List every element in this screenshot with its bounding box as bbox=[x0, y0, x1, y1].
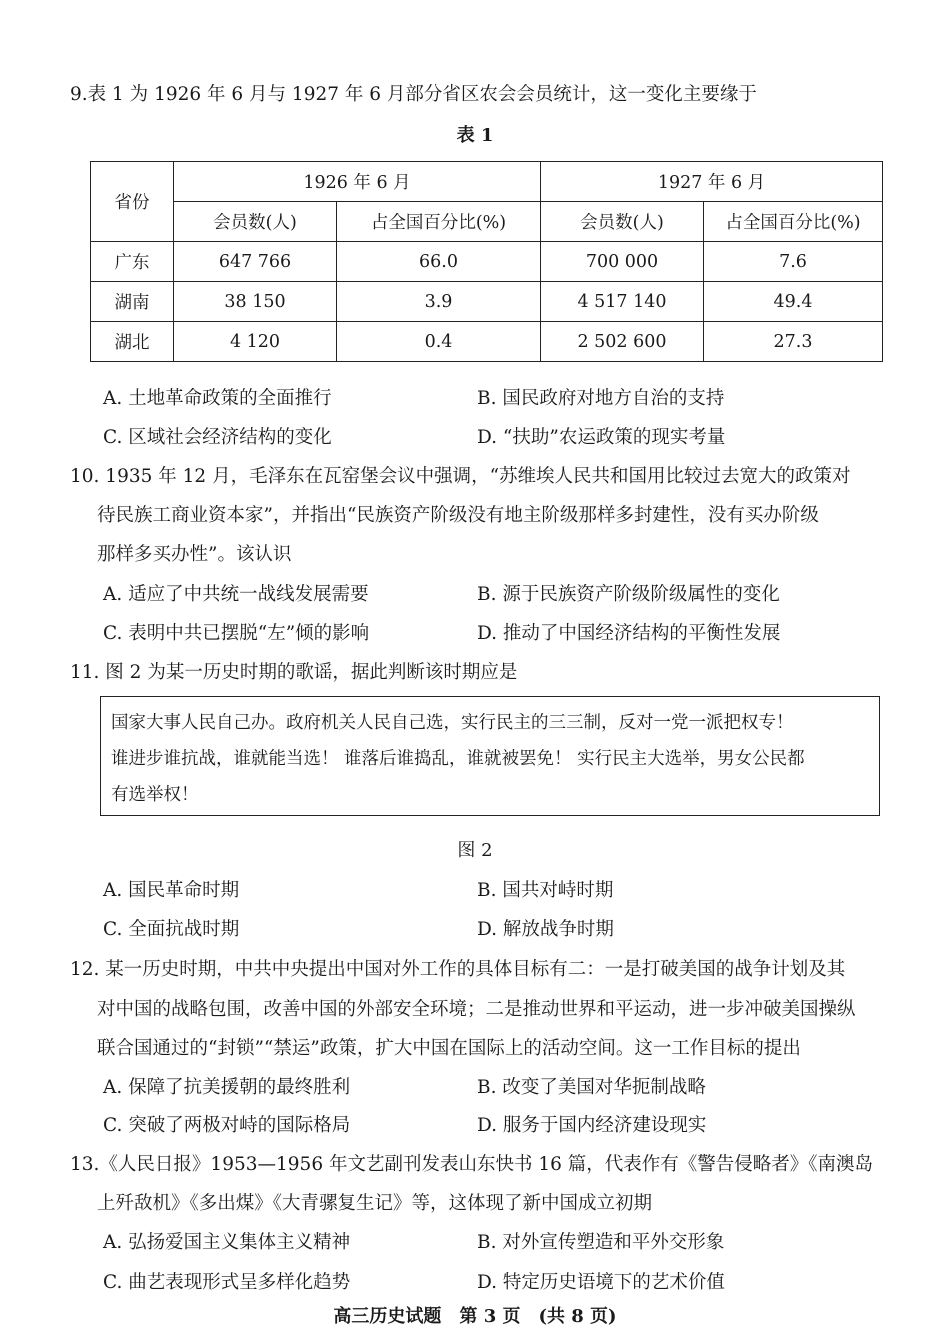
member-statistics-table bbox=[90, 161, 883, 362]
q10-stem-line-3: 那样多买办性”。该认识 bbox=[97, 544, 292, 565]
folk-song-line-2: 谁进步谁抗战，谁就能当选！ 谁落后谁捣乱，谁就被罢免！ 实行民主大选举，男女公民都 bbox=[111, 749, 805, 769]
year-1927-header: 1927 年 6 月 bbox=[541, 162, 883, 202]
q9-option-b: B. 国民政府对地方自治的支持 bbox=[477, 388, 725, 409]
q10-option-a: A. 适应了中共统一战线发展需要 bbox=[103, 584, 369, 605]
table-row bbox=[91, 322, 883, 362]
figure-caption: 图 2 bbox=[457, 840, 493, 861]
province-cell: 湖南 bbox=[91, 282, 174, 322]
q12-stem-line-3: 联合国通过的“封锁”“禁运”政策，扩大中国在国际上的活动空间。这一工作目标的提出 bbox=[97, 1038, 801, 1059]
q12-option-d: D. 服务于国内经济建设现实 bbox=[477, 1115, 707, 1136]
percent-1926-cell: 3.9 bbox=[337, 282, 541, 322]
q9-stem: 9.表 1 为 1926 年 6 月与 1927 年 6 月部分省区农会会员统计，这一变化主要缘于 bbox=[70, 84, 757, 105]
folk-song-box bbox=[100, 696, 880, 816]
q9-option-a: A. 土地革命政策的全面推行 bbox=[103, 388, 332, 409]
percent-1926-cell: 0.4 bbox=[337, 322, 541, 362]
q10-stem-line-1: 10. 1935 年 12 月，毛泽东在瓦窑堡会议中强调，“苏维埃人民共和国用比较过去宽大的政策对 bbox=[70, 466, 851, 487]
q13-stem-line-1: 13.《人民日报》1953—1956 年文艺副刊发表山东快书 16 篇，代表作有《警告侵略者》《南澳岛 bbox=[70, 1154, 874, 1175]
q11-option-d: D. 解放战争时期 bbox=[477, 919, 614, 940]
table-caption: 表 1 bbox=[456, 125, 494, 146]
members-1927-cell: 700 000 bbox=[541, 242, 704, 282]
members-1927-cell: 4 517 140 bbox=[541, 282, 704, 322]
q12-option-a: A. 保障了抗美援朝的最终胜利 bbox=[103, 1077, 351, 1098]
q13-option-a: A. 弘扬爱国主义集体主义精神 bbox=[103, 1232, 351, 1253]
members-1927-cell: 2 502 600 bbox=[541, 322, 704, 362]
table-row bbox=[91, 282, 883, 322]
q9-option-d: D. “扶助”农运政策的现实考量 bbox=[477, 427, 726, 448]
q11-option-b: B. 国共对峙时期 bbox=[477, 880, 614, 901]
percent-1927-cell: 7.6 bbox=[704, 242, 883, 282]
q12-stem-line-2: 对中国的战略包围，改善中国的外部安全环境；二是推动世界和平运动，进一步冲破美国操纵 bbox=[97, 999, 856, 1020]
members-1926-cell: 38 150 bbox=[174, 282, 337, 322]
q10-stem-line-2: 待民族工商业资本家”，并指出“民族资产阶级没有地主阶级那样多封建性，没有买办阶级 bbox=[97, 505, 819, 526]
q13-option-c: C. 曲艺表现形式呈多样化趋势 bbox=[103, 1272, 351, 1293]
q13-option-d: D. 特定历史语境下的艺术价值 bbox=[477, 1272, 725, 1293]
province-cell: 湖北 bbox=[91, 322, 174, 362]
percent-header-1927: 占全国百分比(%) bbox=[704, 202, 883, 242]
q10-option-d: D. 推动了中国经济结构的平衡性发展 bbox=[477, 623, 781, 644]
q9-option-c: C. 区域社会经济结构的变化 bbox=[103, 427, 332, 448]
q12-stem-line-1: 12. 某一历史时期，中共中央提出中国对外工作的具体目标有二：一是打破美国的战争计划及其 bbox=[70, 959, 846, 980]
q13-option-b: B. 对外宣传塑造和平外交形象 bbox=[477, 1232, 725, 1253]
percent-1927-cell: 27.3 bbox=[704, 322, 883, 362]
percent-header-1926: 占全国百分比(%) bbox=[337, 202, 541, 242]
members-1926-cell: 647 766 bbox=[174, 242, 337, 282]
province-header: 省份 bbox=[91, 162, 174, 242]
q10-option-c: C. 表明中共已摆脱“左”倾的影响 bbox=[103, 623, 370, 644]
province-cell: 广东 bbox=[91, 242, 174, 282]
members-header-1926: 会员数(人) bbox=[174, 202, 337, 242]
members-header-1927: 会员数(人) bbox=[541, 202, 704, 242]
q13-stem-line-2: 上歼敌机》《多出煤》《大青骡复生记》等，这体现了新中国成立初期 bbox=[97, 1193, 653, 1214]
q12-option-b: B. 改变了美国对华扼制战略 bbox=[477, 1077, 706, 1098]
q11-stem: 11. 图 2 为某一历史时期的歌谣，据此判断该时期应是 bbox=[70, 662, 518, 683]
folk-song-line-3: 有选举权！ bbox=[111, 785, 199, 805]
q12-option-c: C. 突破了两极对峙的国际格局 bbox=[103, 1115, 351, 1136]
page-footer: 高三历史试题 第 3 页 (共 8 页) bbox=[333, 1306, 617, 1327]
table-row bbox=[91, 242, 883, 282]
q10-option-b: B. 源于民族资产阶级阶级属性的变化 bbox=[477, 584, 780, 605]
q11-option-a: A. 国民革命时期 bbox=[103, 880, 240, 901]
members-1926-cell: 4 120 bbox=[174, 322, 337, 362]
percent-1927-cell: 49.4 bbox=[704, 282, 883, 322]
percent-1926-cell: 66.0 bbox=[337, 242, 541, 282]
year-1926-header: 1926 年 6 月 bbox=[174, 162, 541, 202]
folk-song-line-1: 国家大事人民自己办。政府机关人民自己选，实行民主的三三制，反对一党一派把权专！ bbox=[111, 713, 794, 733]
q11-option-c: C. 全面抗战时期 bbox=[103, 919, 240, 940]
